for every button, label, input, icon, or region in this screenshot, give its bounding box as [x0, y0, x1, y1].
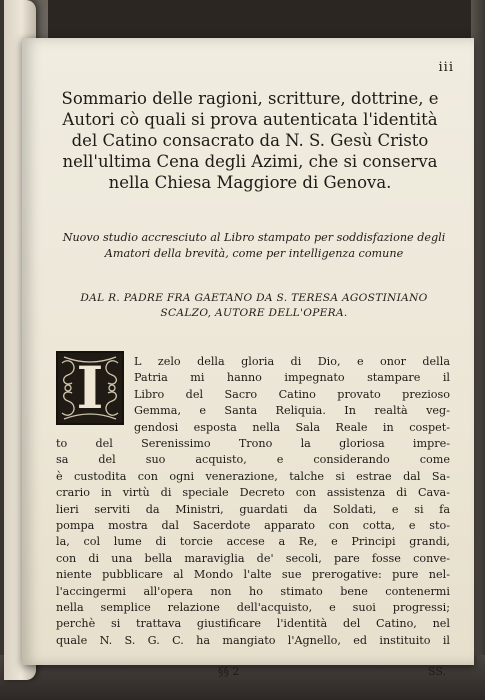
signature-mark: §§ 2 — [218, 665, 240, 678]
body-line: quale N. S. G. C. ha mangiato l'Agnello, ed instituito il — [56, 633, 450, 647]
subtitle: Nuovo studio accresciuto al Libro stampato per soddisfazione degli Amatori della brevità, come per intelligenza comune — [62, 231, 446, 260]
catchword: SS. — [428, 665, 446, 678]
body-line: con di una bella maraviglia de' secoli, pare fosse conve- — [56, 551, 450, 565]
body-line: niente pubblicare al Mondo l'alte sue prerogative: pure nel- — [56, 568, 450, 582]
body-line: pompa mostra dal Sacerdote apparato con cotta, e sto- — [56, 519, 450, 532]
author-line: DAL R. PADRE FRA GAETANO DA S. TERESA AGOSTINIANO SCALZO, AUTORE DELL'OPERA. — [80, 292, 428, 319]
initial-letter: I — [76, 354, 104, 422]
body-line: perchè si trattava giustificare l'identità del Catino, nel — [56, 617, 450, 631]
body-line: nella semplice relazione dell'acquisto, e suoi progressi; — [56, 601, 450, 614]
page-number: iii — [438, 60, 454, 75]
body-line: to del Serenissimo Trono la gloriosa impre- — [56, 437, 450, 450]
ornamental-initial — [56, 351, 124, 425]
body-line: la, col lume di torcie accese a Re, e Principi grandi, — [56, 535, 450, 549]
body-line: crario in virtù di speciale Decreto con assistenza di Cava- — [56, 486, 450, 500]
body-line: L zelo della gloria di Dio, e onor della — [134, 355, 450, 368]
book-page — [22, 38, 474, 678]
body-line: gendosi esposta nella Sala Reale in cospet- — [134, 420, 450, 434]
body-line: lieri serviti da Ministri, guardati da Soldati, e si fa — [56, 502, 450, 516]
body-line: è custodita con ogni venerazione, talche si estrae dal Sa- — [56, 469, 450, 483]
body-line: sa del suo acquisto, e considerando come — [56, 453, 450, 467]
body-line: Gemma, e Santa Reliquia. In realtà veg- — [134, 404, 450, 418]
page-title: Sommario delle ragioni, scritture, dottrine, e Autori cò quali si prova autenticata l'identità del Catino consacrato da N. S. Gesù Cristo nell'ultima Cena degli Azimi, che si conserva nella Chiesa Maggiore di Genova. — [61, 89, 439, 192]
body-line: Patria mi hanno impegnato stampare il — [134, 371, 450, 385]
body-line: Libro del Sacro Catino provato prezioso — [134, 387, 450, 401]
body-line: l'accingermi all'opera non ho stimato bene contenermi — [56, 584, 450, 598]
